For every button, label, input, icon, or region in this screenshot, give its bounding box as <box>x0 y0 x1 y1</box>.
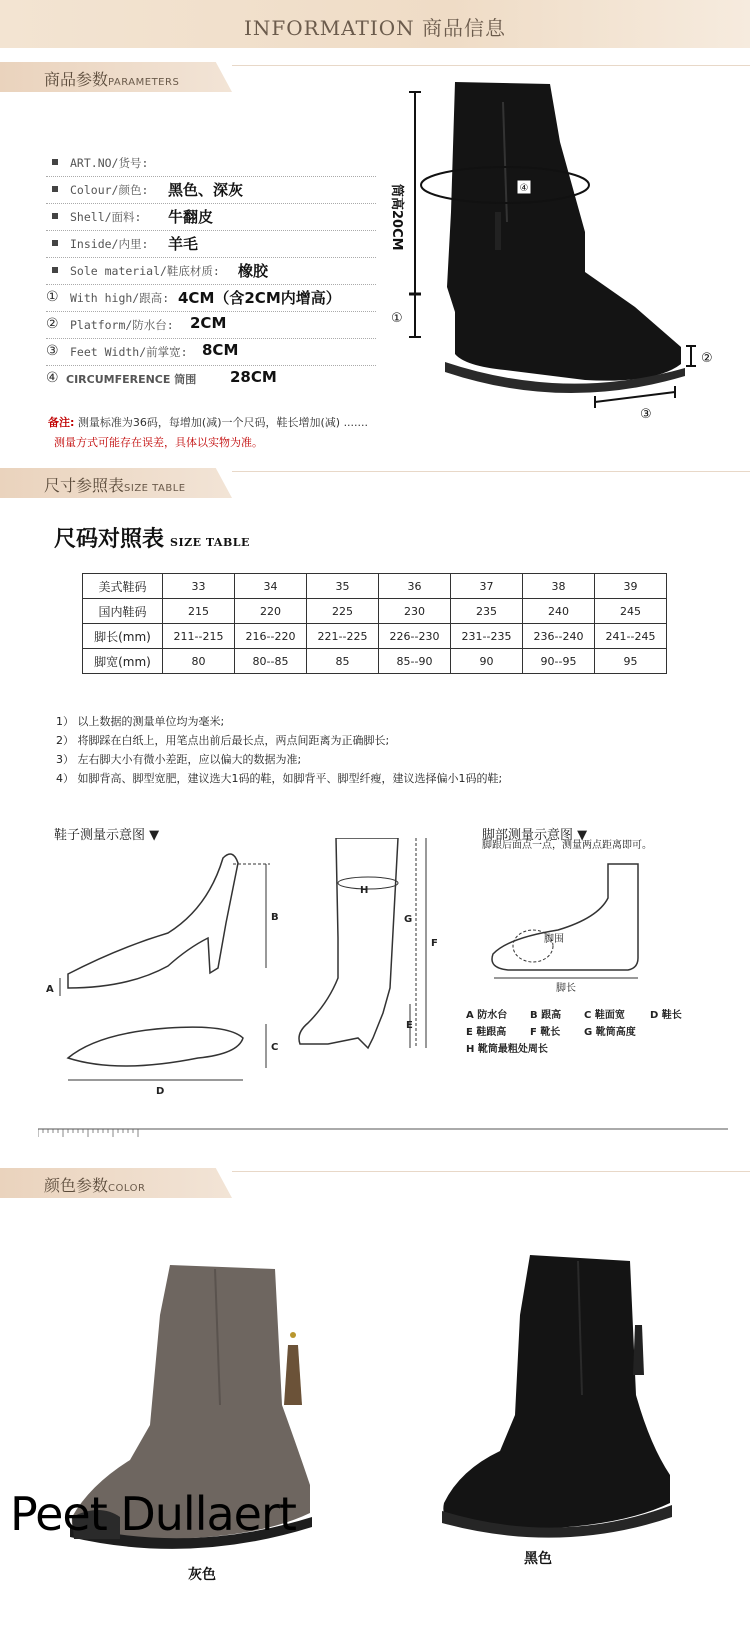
svg-text:A: A <box>46 984 54 995</box>
height-annotation: 筒高20CM <box>389 184 404 251</box>
size-notes <box>56 712 502 788</box>
svg-text:脚围: 脚围 <box>544 934 564 945</box>
annotation-2: ② <box>701 351 713 366</box>
circled-4: ④ <box>46 370 59 386</box>
param-shell: Shell/面料: 牛翻皮 <box>46 204 376 231</box>
svg-text:脚跟后面点一点，测量两点距离即可。: 脚跟后面点一点，测量两点距离即可。 <box>482 840 652 851</box>
watermark-text: Peet Dullaert <box>10 1487 296 1541</box>
list-item: 2） 将脚踩在白纸上，用笔点出前后最长点，两点间距离为正确脚长; <box>56 734 390 747</box>
banner-title: INFORMATION 商品信息 <box>243 16 507 40</box>
svg-text:H 靴筒最粗处周长: H 靴筒最粗处周长 <box>466 1044 548 1055</box>
bullet-icon <box>52 186 58 192</box>
bullet-icon <box>52 240 58 246</box>
shoe-diagram-title: 鞋子测量示意图 ▼ <box>54 828 160 843</box>
param-platform: ② Platform/防水台: 2CM <box>46 312 376 339</box>
svg-text:F: F <box>431 938 438 949</box>
annotation-1: ① <box>391 311 403 326</box>
param-inside: Inside/内里: 羊毛 <box>46 231 376 258</box>
color-section-header <box>0 1168 750 1198</box>
circled-2: ② <box>46 316 59 332</box>
svg-text:G: G <box>404 914 413 925</box>
svg-text:A 防水台: A 防水台 <box>466 1010 508 1021</box>
information-banner <box>0 0 750 48</box>
circled-3: ③ <box>46 343 59 359</box>
measurement-diagram <box>38 838 728 1118</box>
svg-text:E 鞋跟高: E 鞋跟高 <box>466 1027 507 1038</box>
svg-text:C: C <box>271 1042 279 1053</box>
size-chart-title: 尺码对照表 SIZE TABLE <box>54 526 250 552</box>
svg-text:B 跟高: B 跟高 <box>530 1010 562 1021</box>
annotation-4: ④ <box>519 183 529 194</box>
product-boot-photo <box>385 62 745 432</box>
svg-text:B: B <box>271 912 279 923</box>
list-item: 1） 以上数据的测量单位均为毫米; <box>56 715 225 728</box>
svg-text:E: E <box>406 1020 413 1031</box>
foot-diagram-title: 脚部测量示意图 ▼ <box>482 828 588 843</box>
bullet-icon <box>52 159 58 165</box>
table-row: 脚长(mm) 211--215 216--220 221--225 226--230 231--235 236--240 241--245 <box>83 624 667 649</box>
measurement-note: 备注: 测量标准为36码，每增加(减)一个尺码，鞋长增加(减) ....... <box>48 416 369 429</box>
table-row: 脚宽(mm) 80 80--85 85 85--90 90 90--95 95 <box>83 649 667 674</box>
table-row: 美式鞋码 33 34 35 36 37 38 39 <box>83 574 667 599</box>
parameters-en: PARAMETERS <box>108 77 180 88</box>
param-sole-material: Sole material/鞋底材质: 橡胶 <box>46 258 376 285</box>
color-name-black: 黑色 <box>524 1551 552 1567</box>
param-art-no: ART.NO/货号: <box>46 150 376 177</box>
color-zh: 颜色参数 <box>44 1176 109 1195</box>
size-chart-table <box>82 573 667 674</box>
param-heel-height: ① With high/跟高: 4CM（含2CM内增高） <box>46 285 376 312</box>
bullet-icon <box>52 213 58 219</box>
svg-text:D: D <box>156 1086 165 1097</box>
svg-text:D 鞋长: D 鞋长 <box>650 1010 682 1021</box>
size-table-section-header <box>0 468 750 498</box>
circled-1: ① <box>46 289 59 305</box>
param-circumference: ④ CIRCUMFERENCE 筒围 28CM <box>46 368 277 386</box>
color-name-grey: 灰色 <box>188 1567 216 1583</box>
bullet-icon <box>52 267 58 273</box>
size-table-zh: 尺寸参照表 <box>44 476 125 495</box>
svg-text:H: H <box>360 885 369 896</box>
size-table-en: SIZE TABLE <box>124 483 186 494</box>
param-colour: Colour/颜色: 黑色、深灰 <box>46 177 376 204</box>
table-row: 国内鞋码 215 220 225 230 235 240 245 <box>83 599 667 624</box>
list-item: 4） 如脚背高、脚型宽肥，建议选大1码的鞋，如脚背平、脚型纤瘦，建议选择偏小1码的鞋; <box>56 772 503 785</box>
measurement-warning: 测量方式可能存在误差，具体以实物为准。 <box>54 436 263 449</box>
ruler-divider <box>38 1128 728 1142</box>
parameter-list <box>46 150 376 393</box>
list-item: 3） 左右脚大小有微小差距，应以偏大的数据为准; <box>56 753 302 766</box>
parameters-zh: 商品参数 <box>44 70 109 89</box>
annotation-3: ③ <box>640 407 652 422</box>
svg-text:G 靴筒高度: G 靴筒高度 <box>584 1027 636 1038</box>
svg-text:脚长: 脚长 <box>556 983 576 994</box>
black-boot-photo <box>430 1255 710 1555</box>
param-feet-width: ③ Feet Width/前掌宽: 8CM <box>46 339 376 366</box>
color-en: COLOR <box>108 1183 146 1194</box>
svg-text:C 鞋面宽: C 鞋面宽 <box>584 1010 625 1021</box>
svg-text:F 靴长: F 靴长 <box>530 1027 561 1038</box>
